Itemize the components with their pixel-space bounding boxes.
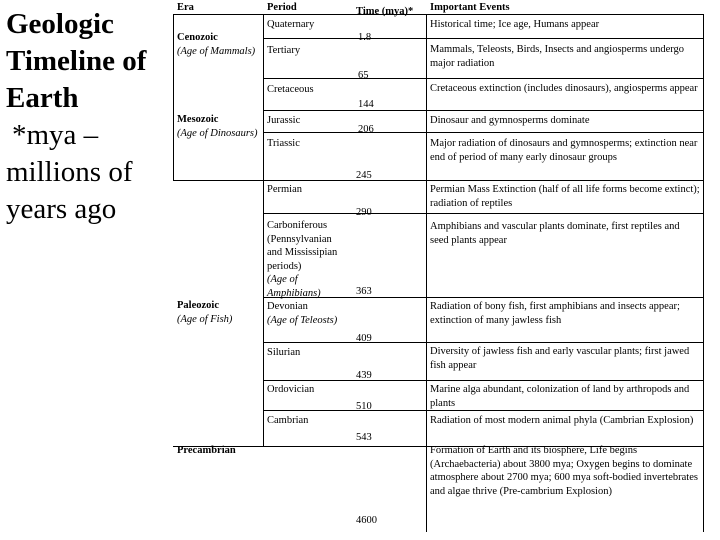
event-tertiary: Mammals, Teleosts, Birds, Insects and angiosperms undergo major radiation (430, 44, 685, 69)
event-jurassic: Dinosaur and gymnosperms dominate (430, 115, 590, 126)
period-jurassic: Jurassic (267, 115, 301, 126)
title-line-2: Timeline of (6, 45, 147, 77)
period-devonian-age: (Age of Teleosts) (267, 314, 338, 326)
era-subtitle: (Age of Dinosaurs) (177, 127, 258, 139)
table-divider (173, 14, 174, 180)
event-ordovician: Marine alga abundant, colonization of land by arthropods and plants (430, 384, 690, 409)
period-tertiary: Tertiary (267, 45, 301, 56)
time-value: 206 (358, 124, 374, 135)
title-line-5: millions of (6, 156, 133, 188)
time-value: 543 (356, 432, 372, 443)
era-paleozoic (177, 299, 259, 326)
time-value: 144 (358, 99, 374, 110)
time-value: 290 (356, 207, 372, 218)
table-divider (426, 14, 427, 532)
table-divider (263, 213, 703, 214)
time-value: 510 (356, 401, 372, 412)
header-era: Era (177, 2, 194, 13)
era-subtitle: (Age of Fish) (177, 313, 233, 325)
page-title (6, 6, 166, 228)
time-value: 4600 (356, 515, 377, 526)
table-divider (263, 342, 703, 343)
table-divider (263, 132, 703, 133)
table-divider (263, 380, 703, 381)
era-name: Mesozoic (177, 114, 219, 125)
table-divider (703, 14, 704, 532)
table-divider (263, 110, 703, 111)
period-ordovician: Ordovician (267, 384, 315, 395)
time-value: 363 (356, 286, 372, 297)
time-value: 439 (356, 370, 372, 381)
title-line-1: Geologic (6, 8, 114, 40)
period-carboniferous-label: Carboniferous (Pennsylvanian and Mississipian periods) (267, 220, 338, 272)
event-silurian: Diversity of jawless fish and early vascular plants; first jawed fish appear (430, 346, 690, 371)
header-events: Important Events (430, 2, 510, 13)
title-line-3: Earth (6, 82, 79, 114)
era-precambrian (177, 444, 259, 458)
period-silurian: Silurian (267, 347, 301, 358)
era-name: Precambrian (177, 445, 236, 456)
era-name: Cenozoic (177, 32, 218, 43)
time-value: 245 (356, 170, 372, 181)
period-quaternary: Quaternary (267, 19, 315, 30)
period-devonian-label: Devonian (267, 301, 308, 312)
table-divider (263, 78, 703, 79)
period-cambrian: Cambrian (267, 415, 309, 426)
period-triassic: Triassic (267, 138, 300, 149)
event-precambrian: Formation of Earth and its biosphere, Life begins (Archaebacteria) about 3800 mya; Oxygen begins to dominate atmosphere about 2700 mya; 600 mya soft-bodied invertebrates and algae thrive (Pre-cambrium Explosion) (430, 445, 698, 497)
title-line-4: *mya – (12, 119, 99, 151)
period-cretaceous: Cretaceous (267, 84, 314, 95)
event-devonian: Radiation of bony fish, first amphibians and insects appear; extinction of many jawless fish (430, 301, 680, 326)
header-period: Period (267, 2, 297, 13)
title-line-6: years ago (6, 193, 117, 225)
event-cambrian: Radiation of most modern animal phyla (Cambrian Explosion) (430, 415, 694, 426)
event-permian: Permian Mass Extinction (half of all life forms become extinct); radiation of reptiles (430, 184, 700, 209)
event-cretaceous: Cretaceous extinction (includes dinosaurs), angiosperms appear (430, 83, 698, 94)
time-value: 65 (358, 70, 369, 81)
event-triassic: Major radiation of dinosaurs and gymnosperms; extinction near end of period of many early dinosaur groups (430, 138, 698, 163)
header-time: Time (mya)* (356, 6, 414, 17)
period-carboniferous (267, 219, 347, 327)
table-divider (263, 38, 703, 39)
era-cenozoic (177, 31, 259, 58)
table-divider (173, 180, 703, 181)
table-divider (263, 410, 703, 411)
time-value: 409 (356, 333, 372, 344)
period-carboniferous-age: (Age of Amphibians) (267, 274, 321, 299)
era-name: Paleozoic (177, 300, 219, 311)
period-permian: Permian (267, 184, 302, 195)
event-quaternary: Historical time; Ice age, Humans appear (430, 19, 600, 30)
event-carboniferous: Amphibians and vascular plants dominate, first reptiles and seed plants appear (430, 221, 680, 246)
era-mesozoic (177, 113, 259, 140)
era-subtitle: (Age of Mammals) (177, 45, 256, 57)
time-value: 1.8 (358, 32, 372, 43)
